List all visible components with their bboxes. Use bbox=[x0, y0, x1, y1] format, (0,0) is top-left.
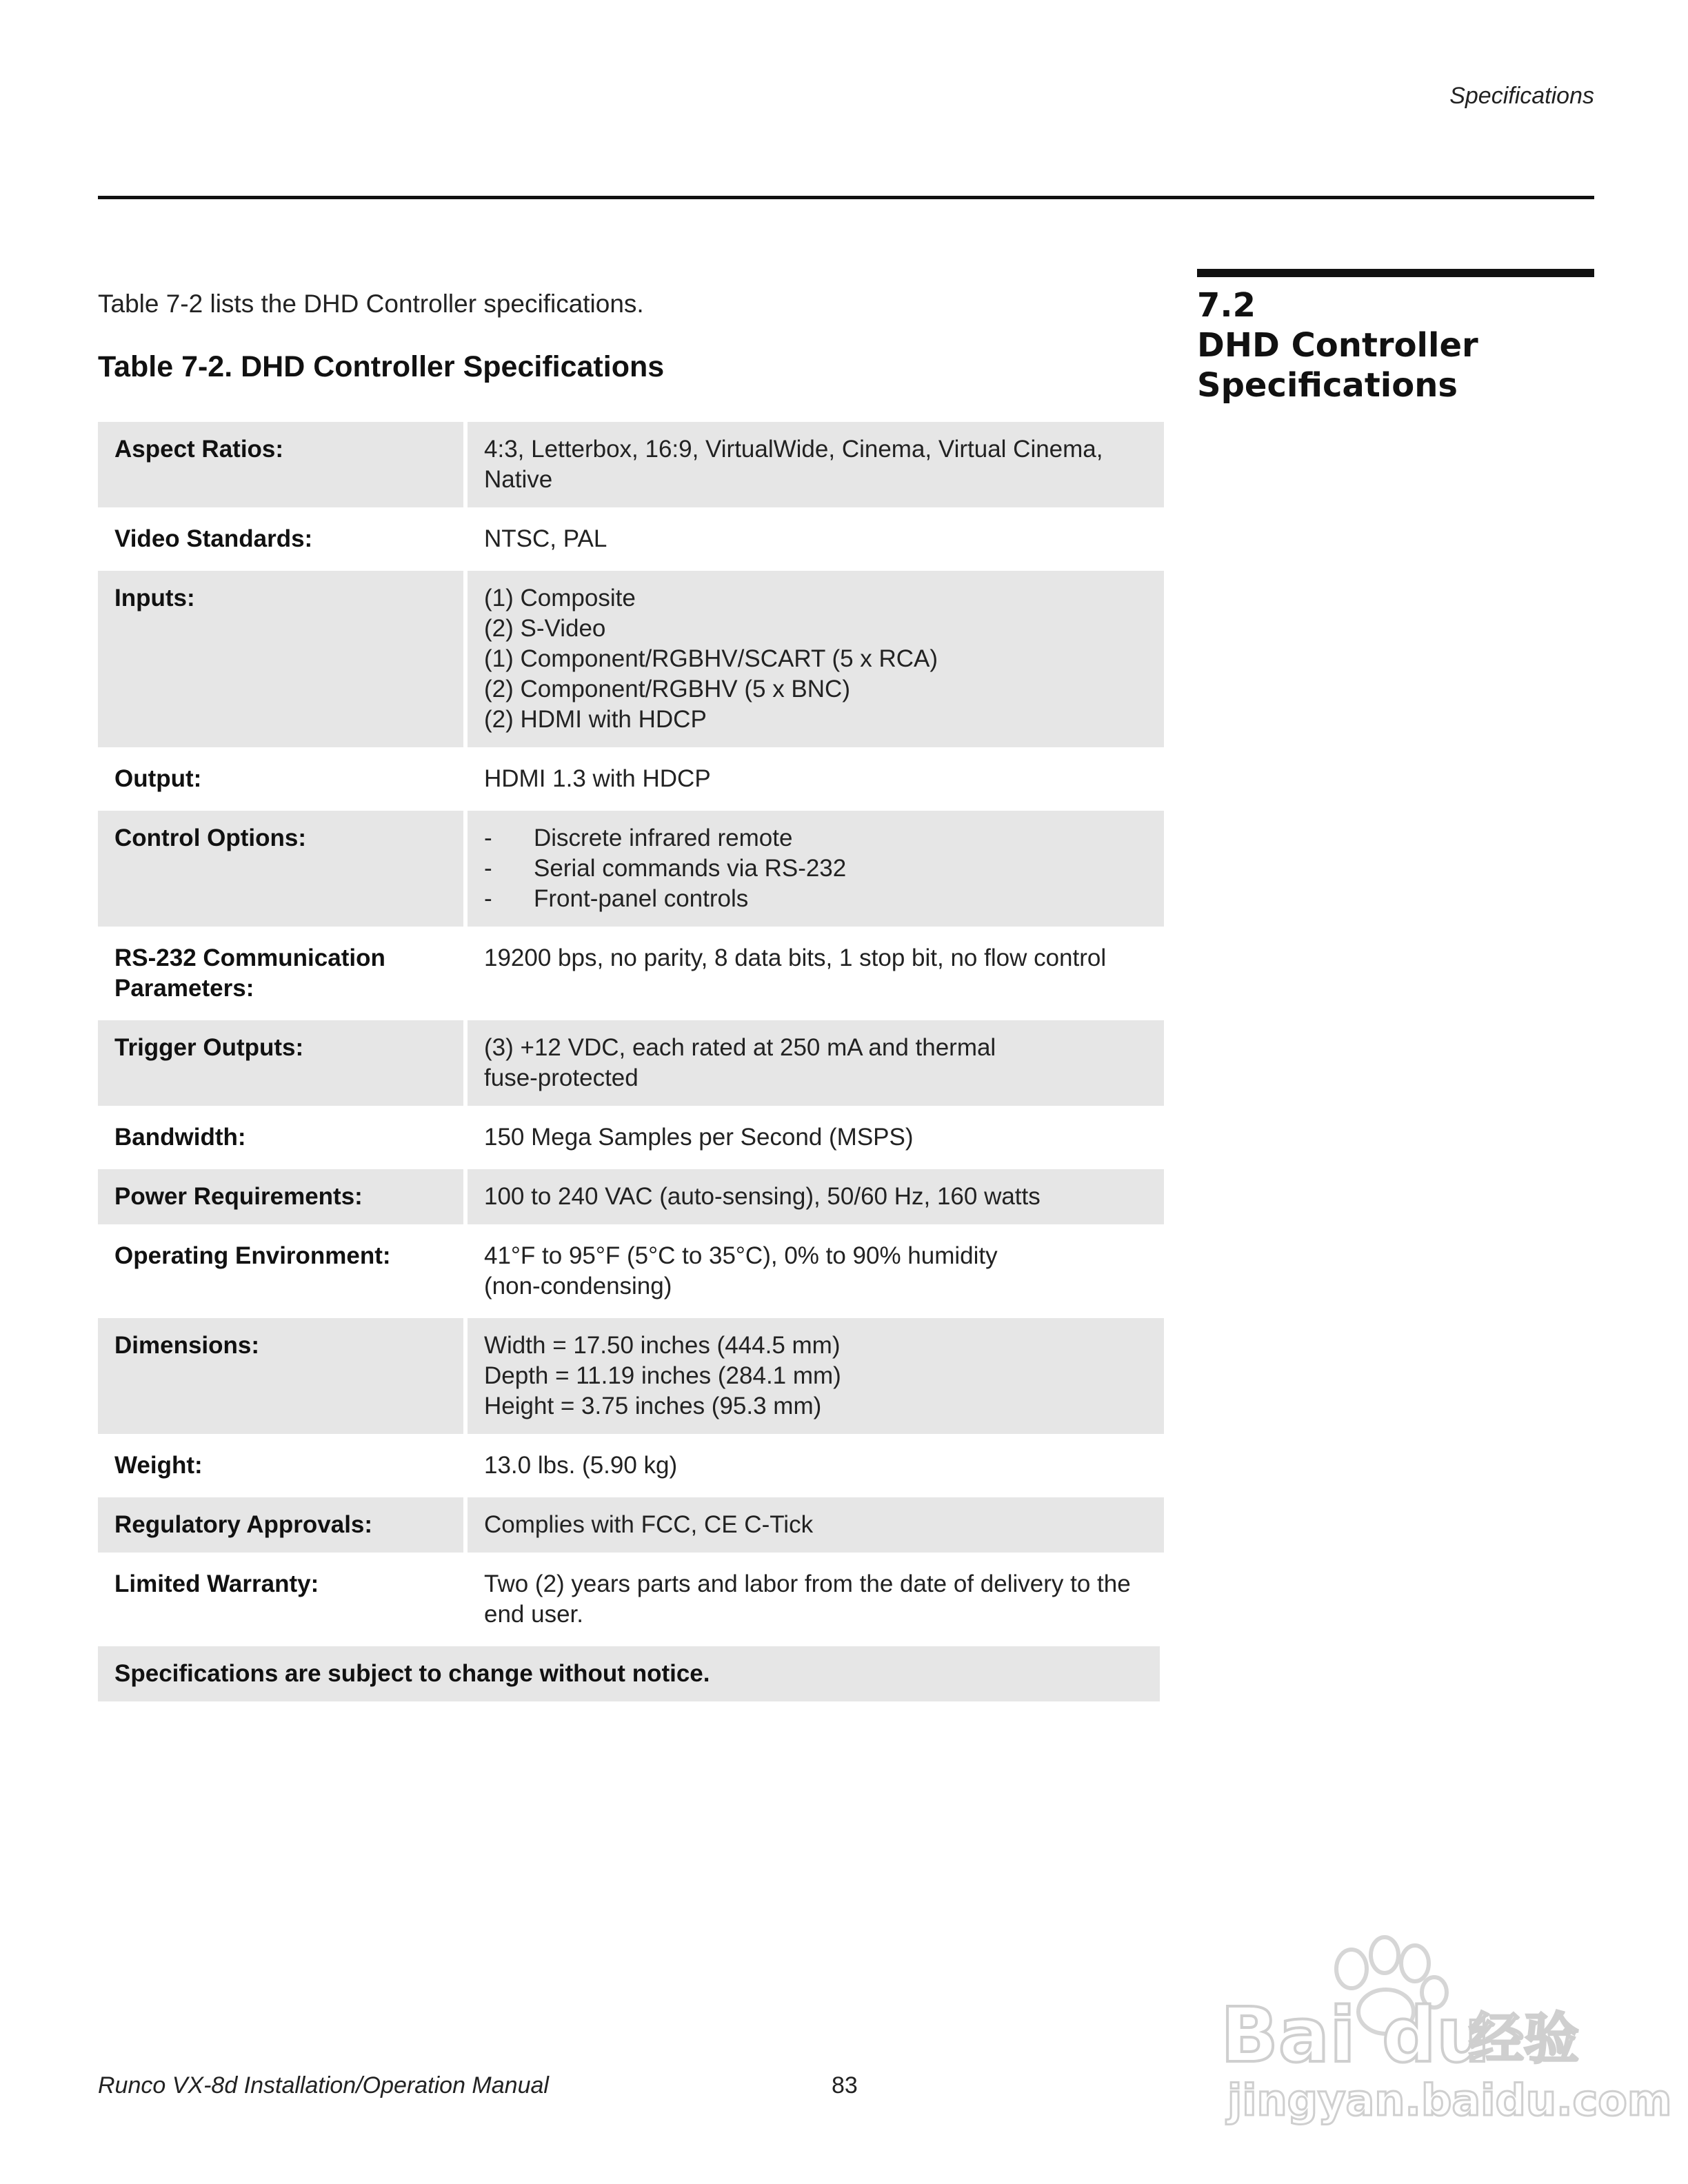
bullet-item bbox=[484, 884, 1147, 914]
row-value bbox=[468, 1020, 1164, 1106]
bullet-item bbox=[484, 823, 1147, 853]
label-line: Parameters: bbox=[114, 975, 254, 1002]
table-row bbox=[98, 1318, 1164, 1434]
value-line: fuse-protected bbox=[484, 1064, 639, 1091]
value-line: NTSC, PAL bbox=[484, 525, 607, 552]
value-line: Height = 3.75 inches (95.3 mm) bbox=[484, 1393, 822, 1419]
table-row bbox=[98, 1497, 1164, 1553]
value-line: Complies with FCC, CE C-Tick bbox=[484, 1511, 814, 1538]
value-line: HDMI 1.3 with HDCP bbox=[484, 765, 711, 792]
row-value bbox=[468, 1557, 1164, 1642]
section-heading bbox=[1197, 285, 1594, 405]
bullet-dash: - bbox=[484, 825, 492, 851]
value-line: (2) S-Video bbox=[484, 615, 606, 642]
row-label: Dimensions: bbox=[98, 1318, 463, 1434]
watermark-brand: Bai du bbox=[1220, 1991, 1491, 2079]
row-value bbox=[468, 1497, 1164, 1553]
table-row bbox=[98, 1020, 1164, 1106]
row-value bbox=[468, 1169, 1164, 1224]
header-rule bbox=[98, 196, 1594, 199]
row-label: Video Standards: bbox=[114, 525, 313, 552]
table-row bbox=[98, 811, 1164, 927]
running-head: Specifications bbox=[1449, 83, 1594, 109]
table-row bbox=[98, 1438, 1164, 1493]
bullet-dash: - bbox=[484, 855, 492, 882]
value-line: Depth = 11.19 inches (284.1 mm) bbox=[484, 1362, 841, 1389]
table-row bbox=[98, 1557, 1164, 1642]
value-line: (2) Component/RGBHV (5 x BNC) bbox=[484, 676, 850, 702]
row-label: Power Requirements: bbox=[98, 1169, 463, 1224]
row-value bbox=[468, 811, 1164, 927]
watermark-brand-cn: 经验 bbox=[1469, 2007, 1579, 2071]
bullet-item bbox=[484, 853, 1147, 884]
row-label: Inputs: bbox=[98, 571, 463, 747]
watermark-url: jingyan.baidu.com bbox=[1227, 2075, 1672, 2125]
row-label: Weight: bbox=[114, 1452, 203, 1479]
table-row bbox=[98, 512, 1164, 567]
value-line: 4:3, Letterbox, 16:9, VirtualWide, Cinema, Virtual Cinema, bbox=[484, 436, 1103, 463]
value-line: (1) Component/RGBHV/SCART (5 x RCA) bbox=[484, 645, 938, 672]
row-label: Bandwidth: bbox=[114, 1124, 246, 1151]
label-line: RS-232 Communication bbox=[114, 944, 385, 971]
table-row bbox=[98, 571, 1164, 747]
value-line: Width = 17.50 inches (444.5 mm) bbox=[484, 1332, 841, 1359]
row-label: Limited Warranty: bbox=[114, 1570, 319, 1597]
value-line: (1) Composite bbox=[484, 585, 636, 611]
row-value bbox=[468, 1318, 1164, 1434]
row-value bbox=[468, 1228, 1164, 1314]
bullet-dash: - bbox=[484, 885, 492, 912]
value-line: (non-condensing) bbox=[484, 1273, 672, 1300]
bullet-text: Front-panel controls bbox=[534, 885, 749, 912]
page-number: 83 bbox=[832, 2072, 858, 2099]
table-row bbox=[98, 931, 1164, 1016]
value-line: 13.0 lbs. (5.90 kg) bbox=[484, 1452, 678, 1479]
table-note: Specifications are subject to change without notice. bbox=[98, 1646, 1160, 1701]
row-value bbox=[468, 571, 1164, 747]
row-label: Control Options: bbox=[98, 811, 463, 927]
bullet-text: Discrete infrared remote bbox=[534, 825, 793, 851]
row-label: Operating Environment: bbox=[114, 1242, 391, 1269]
value-line: end user. bbox=[484, 1601, 583, 1628]
section-rule bbox=[1197, 269, 1594, 277]
table-row bbox=[98, 751, 1164, 807]
row-label: Output: bbox=[114, 765, 202, 792]
table-row bbox=[98, 422, 1164, 507]
value-line: 100 to 240 VAC (auto-sensing), 50/60 Hz, 160 watts bbox=[484, 1183, 1041, 1210]
row-value bbox=[468, 422, 1164, 507]
row-label: Trigger Outputs: bbox=[98, 1020, 463, 1106]
row-value bbox=[468, 931, 1164, 1016]
table-row bbox=[98, 1169, 1164, 1224]
row-value bbox=[468, 1438, 1164, 1493]
section-title-line-2: Specifications bbox=[1197, 366, 1458, 405]
row-label bbox=[98, 931, 463, 1016]
value-line: 41°F to 95°F (5°C to 35°C), 0% to 90% humidity bbox=[484, 1242, 998, 1269]
section-number: 7.2 bbox=[1197, 286, 1256, 325]
row-value bbox=[468, 1110, 1164, 1165]
value-line: 19200 bps, no parity, 8 data bits, 1 stop bit, no flow control bbox=[484, 944, 1107, 971]
value-line: 150 Mega Samples per Second (MSPS) bbox=[484, 1124, 914, 1151]
table-caption: Table 7-2. DHD Controller Specifications bbox=[98, 350, 665, 383]
row-label: Regulatory Approvals: bbox=[98, 1497, 463, 1553]
value-line: (2) HDMI with HDCP bbox=[484, 706, 707, 733]
row-label: Aspect Ratios: bbox=[98, 422, 463, 507]
intro-paragraph: Table 7-2 lists the DHD Controller specifications. bbox=[98, 290, 644, 318]
table-row bbox=[98, 1228, 1164, 1314]
value-line: Two (2) years parts and labor from the date of delivery to the bbox=[484, 1570, 1131, 1597]
value-line: Native bbox=[484, 466, 553, 493]
footer-manual-title: Runco VX-8d Installation/Operation Manual bbox=[98, 2072, 549, 2099]
table-row bbox=[98, 1110, 1164, 1165]
spec-table bbox=[98, 422, 1164, 1701]
value-line: (3) +12 VDC, each rated at 250 mA and thermal bbox=[484, 1034, 996, 1061]
row-value bbox=[468, 512, 1164, 567]
row-value bbox=[468, 751, 1164, 807]
bullet-text: Serial commands via RS-232 bbox=[534, 855, 847, 882]
section-title-line-1: DHD Controller bbox=[1197, 326, 1478, 365]
baidu-watermark bbox=[1200, 1930, 1672, 2137]
